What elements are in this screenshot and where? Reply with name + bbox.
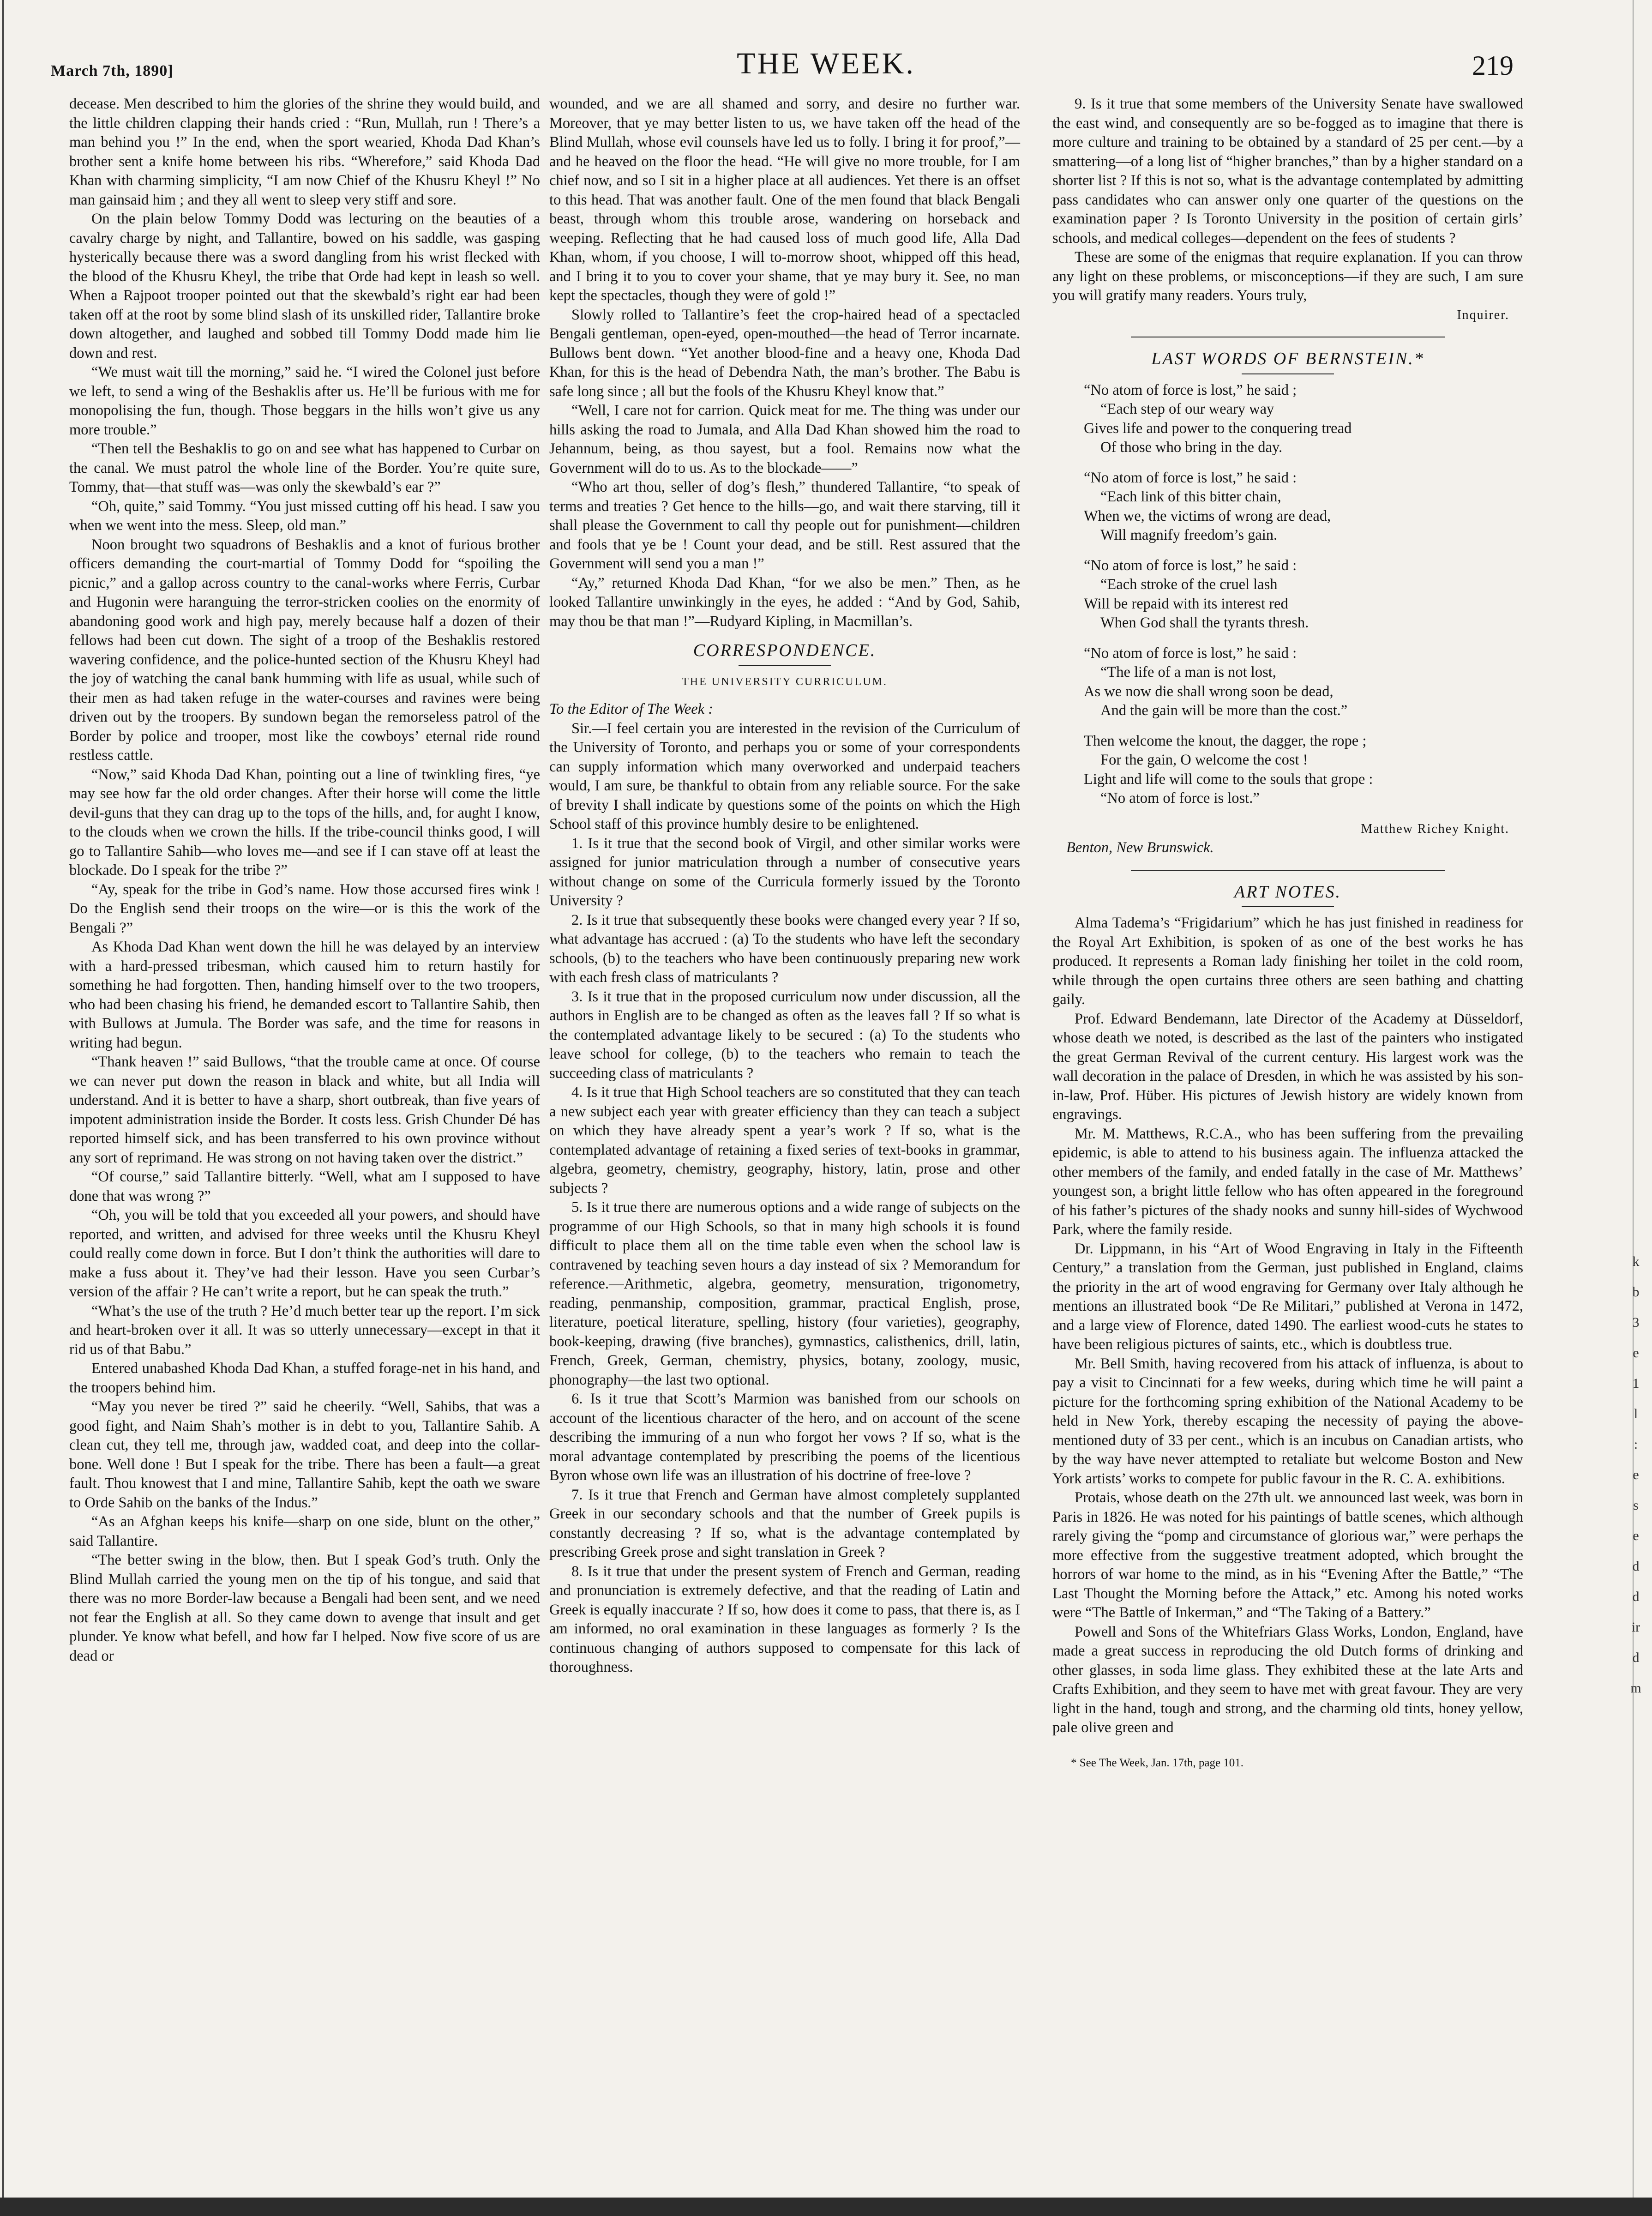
poem-stanza bbox=[1062, 469, 1523, 545]
section-rule bbox=[1131, 870, 1445, 871]
art-note-paragraph: Powell and Sons of the Whitefriars Glass Works, London, England, have made a great success in reproducing the old Dutch forms of drinking and other glasses, in soda lime glass. They exhibited these at the late Arts and Crafts Exhibition, and they seem to have met with great favour. They are very light in the hand, tough and strong, and the charming old tints, honey yellow, pale olive green and bbox=[1052, 1623, 1523, 1736]
edge-mark: e bbox=[1633, 1528, 1639, 1543]
scan-bottom-edge bbox=[0, 2198, 1652, 2216]
poem-title: LAST WORDS OF BERNSTEIN.* bbox=[1151, 349, 1424, 368]
story-paragraph: “Then tell the Beshaklis to go on and see what has happened to Curbar on the canal. We must patrol the whole line of the Border. You’re quite sure, Tommy, that—that stuff was—was only the skewbald’s ear ?” bbox=[69, 440, 540, 495]
poem-line: Of those who bring in the day. bbox=[1100, 439, 1283, 456]
story-paragraph: “We must wait till the morning,” said he. “I wired the Colonel just before we left, to send a wing of the Beshaklis after us. He’ll be furious with me for monopolising the fun, though. Those beggars in the hills won’t give us any more trouble.” bbox=[69, 364, 540, 438]
poem-author: Matthew Richey Knight. bbox=[1361, 821, 1509, 836]
art-note-paragraph: Alma Tadema’s “Frigidarium” which he has just finished in readiness for the Royal Art Exhibition, is spoken of as one of the best works he has produced. It represents a Roman lady finishing her toilet in the cold room, while through the open curtains three others are seen bathing and chatting gaily. bbox=[1052, 915, 1523, 1008]
heading-rule bbox=[1242, 906, 1334, 907]
letter-paragraph: 5. Is it true there are numerous options and a wide range of subjects on the programme of our High Schools, so that in many high schools it is found difficult to place them all on the time table even when the school law is contravened by teaching seven hours a day instead of six ? Memorandum for reference.—Arithmetic, algebra, geometry, mensuration, trigonometry, reading, penmanship, composition, grammar, practical English, prose, literature, poetical literature, spelling, history (four varieties), geography, book-keeping, drawing (five branches), gymnastics, calisthenics, drill, latin, French, Greek, German, chemistry, physics, botany, zoology, music, phonography—the last two optional. bbox=[549, 1199, 1020, 1388]
poem-line: “Each stroke of the cruel lash bbox=[1100, 576, 1278, 593]
edge-mark: b bbox=[1632, 1284, 1640, 1300]
poem-line: When we, the victims of wrong are dead, bbox=[1084, 507, 1331, 524]
letter-paragraph: 6. Is it true that Scott’s Marmion was banished from our schools on account of the licentious character of the hero, and on account of the scene describing the immuring of a nun who forgot her vows ? If so, what is the moral advantage contemplated by prescribing the poems of the licentious Byron whose own life was an illustration of his doctrine of free-love ? bbox=[549, 1391, 1020, 1484]
heading-rule bbox=[1242, 373, 1334, 374]
poem-line: “No atom of force is lost,” he said ; bbox=[1084, 381, 1297, 398]
edge-mark: d bbox=[1632, 1559, 1640, 1574]
story-paragraph: “Oh, you will be told that you exceeded all your powers, and should have reported, and written, and advised for three weeks until the Khusru Kheyl could really come down in force. But I don’t think the authorities will dare to make a fuss about it. They’ve had their lesson. Have you seen Curbar’s version of the affair ? He can’t write a report, but he can speak the truth.” bbox=[69, 1207, 540, 1300]
art-note-paragraph: Prof. Edward Bendemann, late Director of the Academy at Düsseldorf, whose death we noted, is described as the last of the painters who instigated the great German Revival of the current century. His largest work was the wall decoration in the palace of Dresden, in which he was assisted by his son-in-law, Prof. Hüber. His pictures of Jewish history are widely known from engravings. bbox=[1052, 1010, 1523, 1123]
poem-line: Gives life and power to the conquering tread bbox=[1084, 420, 1352, 437]
story-paragraph: decease. Men described to him the glories of the shrine they would build, and the little children clapping their hands cried : “Run, Mullah, run ! There’s a man behind you !” In the end, when the sport wearied, Khoda Dad Khan’s brother sent a knife home between his ribs. “Wherefore,” said Khoda Dad Khan with charming simplicity, “I am now Chief of the Khusru Kheyl !” No man gainsaid him ; and they all went to sleep very stiff and sore. bbox=[69, 96, 540, 208]
poem-line: “No atom of force is lost.” bbox=[1100, 790, 1260, 807]
poem-line: As we now die shall wrong soon be dead, bbox=[1084, 683, 1334, 700]
art-note-paragraph: Protais, whose death on the 27th ult. we announced last week, was born in Paris in 1826. He was noted for his paintings of battle scenes, which although rarely giving the “pomp and circumstance of glorious war,” were perhaps the more effective from the suggestive treatment adopted, which brought the horrors of war home to the mind, as in his “Evening After the Battle,” “The Last Thought the Morning before the Attack,” etc. Among his noted works were “The Battle of Inkerman,” and “The Taking of a Battery.” bbox=[1052, 1489, 1523, 1621]
issue-date: March 7th, 1890] bbox=[51, 62, 174, 79]
correspondence-subheading: THE UNIVERSITY CURRICULUM. bbox=[682, 675, 888, 688]
poem-line: “No atom of force is lost,” he said : bbox=[1084, 557, 1297, 574]
story-paragraph: Entered unabashed Khoda Dad Khan, a stuffed forage-net in his hand, and the troopers behind him. bbox=[69, 1360, 540, 1396]
story-paragraph: Slowly rolled to Tallantire’s feet the crop-haired head of a spectacled Bengali gentleman, open-eyed, open-mouthed—the head of Terror incarnate. Bullows bent down. “Yet another blood-fine and a heavy one, Khoda Dad Khan, for this is the head of Debendra Nath, the man’s brother. The Babu is safe long since ; all but the fools of the Khusru Kheyl know that.” bbox=[549, 306, 1020, 400]
poem-line: Will be repaid with its interest red bbox=[1084, 595, 1288, 612]
poem-line: “No atom of force is lost,” he said : bbox=[1084, 644, 1297, 662]
letter-paragraph: These are some of the enigmas that require explanation. If you can throw any light on these problems, or misconceptions—if they are such, I am sure you will gratify many readers. Yours truly, bbox=[1052, 249, 1523, 304]
story-paragraph: “As an Afghan keeps his knife—sharp on one side, blunt on the other,” said Tallantire. bbox=[69, 1513, 540, 1549]
poem-stanza bbox=[1062, 732, 1523, 808]
art-note-paragraph: Mr. Bell Smith, having recovered from his attack of influenza, is about to pay a visit to Cincinnati for a few weeks, during which time he will paint a picture for the forthcoming spring exhibition of the National Academy to be held in New York, thereby escaping the necessity of paying the above-mentioned duty of 33 per cent., which is an incubus on Canadian artists, who by the way have never attempted to retaliate but welcome Boston and New York artists’ works to compete for public favour in the R. C. A. exhibitions. bbox=[1052, 1355, 1523, 1487]
poem-line: Light and life will come to the souls that grope : bbox=[1084, 771, 1373, 788]
story-paragraph: “Of course,” said Tallantire bitterly. “Well, what am I supposed to have done that was wrong ?” bbox=[69, 1168, 540, 1204]
edge-mark: : bbox=[1634, 1437, 1638, 1452]
right-binding-edge bbox=[1633, 0, 1634, 2216]
letter-paragraph: 2. Is it true that subsequently these books were changed every year ? If so, what advantage has accrued : (a) To the students who have left the secondary schools, (b) to the teachers who have been continuously preparing new work with each fresh class of matriculants ? bbox=[549, 911, 1020, 986]
poem-place: Benton, New Brunswick. bbox=[1066, 839, 1214, 856]
art-note-paragraph: Mr. M. Matthews, R.C.A., who has been suffering from the prevailing epidemic, is able to attend to his business again. The influenza attacked the other members of the family, and ended fatally in the case of Mr. Matthews’ youngest son, a bright little fellow who has often appeared in the foreground of his father’s pictures of the shady nooks and sunny hill-sides of Wychwood Park, where the family reside. bbox=[1052, 1125, 1523, 1238]
poem-line: “Each link of this bitter chain, bbox=[1100, 488, 1281, 505]
edge-mark: s bbox=[1633, 1498, 1639, 1513]
poem-line: “No atom of force is lost,” he said : bbox=[1084, 469, 1297, 486]
edge-mark: 3 bbox=[1632, 1315, 1640, 1330]
column-3 bbox=[1052, 95, 1523, 1772]
page-number: 219 bbox=[1472, 50, 1514, 81]
poem-stanza bbox=[1062, 556, 1523, 633]
edge-mark: ir bbox=[1631, 1620, 1640, 1635]
letter-paragraph: 4. Is it true that High School teachers are so constituted that they can teach a new subject each year with greater efficiency than they can teach a subject on which they have already spent a year’s work ? If so, what is the contemplated advantage of retaining a fixed series of text-books in grammar, algebra, geometry, chemistry, geography, history, latin, prose and other subjects ? bbox=[549, 1084, 1020, 1197]
heading-rule bbox=[739, 665, 831, 666]
letter-signature: Inquirer. bbox=[1457, 307, 1509, 322]
poem-line: “Each step of our weary way bbox=[1100, 401, 1274, 417]
poem-line: And the gain will be more than the cost.” bbox=[1100, 702, 1348, 719]
edge-mark: d bbox=[1632, 1650, 1640, 1665]
column-2 bbox=[549, 95, 1020, 1677]
story-paragraph: “Oh, quite,” said Tommy. “You just missed cutting off his head. I saw you when we went into the mess. Sleep, old man.” bbox=[69, 498, 540, 534]
story-paragraph: “Well, I care not for carrion. Quick meat for me. The thing was under our hills asking the road to Jumala, and Alla Dad Khan showed him the road to Jehannum, being, as thou sayest, but a fool. Remains now what the Government will do to us. As to the blockade——” bbox=[549, 402, 1020, 476]
story-paragraph: As Khoda Dad Khan went down the hill he was delayed by an interview with a hard-pressed tribesman, which caused him to return hastily for something he had forgotten. Then, handing himself over to the two troopers, who had been chasing his friend, he demanded escort to Tallantire Sahib, then with Bullows at Jumula. The Border was safe, and the time for reasons in writing had begun. bbox=[69, 939, 540, 1051]
letter-paragraph: 3. Is it true that in the proposed curriculum now under discussion, all the authors in English are to be changed as often as the leaves fall ? If so what is the contemplated advantage likely to be secured : (a) To the students who leave school for college, (b) to the teachers who remain to teach the succeeding class of matriculants ? bbox=[549, 988, 1020, 1082]
story-paragraph: “Now,” said Khoda Dad Khan, pointing out a line of twinkling fires, “ye may see how far the old order changes. After their horse will come the little devil-guns that they can drag up to the tops of the hills, and, for aught I know, to the clouds when we crown the hills. If the tribe-council thinks good, I will go to Tallantire Sahib—who loves me—and see if I can stave off at least the blockade. Do I speak for the tribe ?” bbox=[69, 766, 540, 879]
story-paragraph: “Thank heaven !” said Bullows, “that the trouble came at once. Of course we can never put down the reason in black and white, but all India will understand. And it is better to have a sharp, short outbreak, than five years of impotent administration inside the Border. It costs less. Grish Chunder Dé has reported himself sick, and has been transferred to his own province without any sort of reprimand. He was strong on not having taken over the district.” bbox=[69, 1054, 540, 1166]
correspondence-heading: CORRESPONDENCE. bbox=[693, 641, 877, 660]
letter-paragraph: 1. Is it true that the second book of Virgil, and other similar works were assigned for junior matriculation through a number of consecutive years without change on some of the Curricula formerly issued by the Toronto University ? bbox=[549, 835, 1020, 909]
poem-body bbox=[1062, 381, 1523, 808]
edge-mark: 1 bbox=[1632, 1376, 1640, 1391]
poem-line: When God shall the tyrants thresh. bbox=[1100, 614, 1309, 631]
story-paragraph: “The better swing in the blow, then. But I speak God’s truth. Only the Blind Mullah carried the young men on the tip of his tongue, and said that there was no more Border-law because a Bengali had been sent, and we need not fear the English at all. So they came down to avenge that insult and get plunder. Ye know what befell, and how far I helped. Now five score of us are dead or bbox=[69, 1552, 540, 1664]
margin-bleed-marks bbox=[1622, 1246, 1650, 1704]
story-paragraph: wounded, and we are all shamed and sorry, and desire no further war. Moreover, that ye may better listen to us, we have taken off the head of the Blind Mullah, whose evil counsels have led us to folly. I bring it for proof,”—and he heaved on the floor the head. “He will give no more trouble, for I am chief now, and so I sit in a higher place at all audiences. Yet there is an offset to this head. That was another fault. One of the men found that black Bengali beast, through whom this trouble arose, wandering on horseback and weeping. Reflecting that he had caused loss of much good life, Alla Dad Khan, whom, if you choose, I will to-morrow shoot, whipped off this head, and I bring it to you to cover your shame, that ye may bury it. See, no man kept the spectacles, though they were of gold !” bbox=[549, 96, 1020, 304]
story-paragraph: Noon brought two squadrons of Beshaklis and a knot of furious brother officers demanding the court-martial of Tommy Dodd for “spoiling the picnic,” and a gallop across country to the canal-works where Ferris, Curbar and Hugonin were haranguing the terror-stricken coolies on the enormity of abandoning good work and high pay, merely because half a dozen of their fellows had been cut down. The sight of a troop of the Beshaklis restored wavering confidence, and the police-hunted section of the Khusru Kheyl had the joy of watching the canal bank humming with life as usual, while such of their men as had taken refuge in the water-courses and ravines were being driven out by the troopers. By sundown began the remorseless patrol of the Border by police and trooper, most like the cowboys’ eternal ride round restless cattle. bbox=[69, 536, 540, 764]
edge-mark: e bbox=[1633, 1467, 1639, 1482]
edge-mark: l bbox=[1634, 1406, 1638, 1421]
letter-paragraph: 9. Is it true that some members of the University Senate have swallowed the east wind, and consequently are so be-fogged as to imagine that there is more culture and training to be obtained by a standard of 25 per cent.—by a smattering—of a long list of “higher branches,” than by a higher standard on a shorter list ? If this is not so, what is the advantage contemplated by admitting pass candidates who can answer only one quarter of the questions on the examination paper ? Is Toronto University in the position of certain girls’ schools, and medical colleges—dependent on the fees of students ? bbox=[1052, 96, 1523, 247]
edge-mark: k bbox=[1632, 1254, 1640, 1269]
story-paragraph: “What’s the use of the truth ? He’d much better tear up the report. I’m sick and heart-broken over it all. It was so utterly unnecessary—except in that it rid us of that Babu.” bbox=[69, 1302, 540, 1358]
edge-mark: e bbox=[1633, 1345, 1639, 1361]
left-binding-edge bbox=[2, 0, 4, 2216]
art-notes-heading: ART NOTES. bbox=[1234, 882, 1341, 902]
letter-paragraph: 7. Is it true that French and German have almost completely supplanted Greek in our secondary schools and that the number of Greek pupils is constantly decreasing ? If so, what is the advantage contemplated by prescribing Greek prose and sight translation in Greek ? bbox=[549, 1486, 1020, 1560]
story-paragraph: On the plain below Tommy Dodd was lecturing on the beauties of a cavalry charge by night, and Tallantire, bowed on his saddle, was gasping hysterically because there was a sword dangling from his wrist flecked with the blood of the Khusru Kheyl, the tribe that Orde had kept in leash so well. When a Rajpoot trooper pointed out that the skewbald’s right ear had been taken off at the root by some blind slash of its unskilled rider, Tallantire broke down altogether, and laughed and sobbed till Tommy Dodd made him lie down and rest. bbox=[69, 211, 540, 361]
letter-paragraph: 8. Is it true that under the present system of French and German, reading and pronunciation is extremely defective, and that the reading of Latin and Greek is equally inaccurate ? If so, how does it come to pass, that there is, as I am informed, no oral examination in these languages as formerly ? Is the continuous changing of authors supposed to compensate for this lack of thoroughness. bbox=[549, 1563, 1020, 1675]
poem-stanza bbox=[1062, 381, 1523, 458]
story-paragraph: “Who art thou, seller of dog’s flesh,” thundered Tallantire, “to speak of terms and treaties ? Get hence to the hills—go, and wait there starving, till it shall please the Government to call thy people out for punishment—children and fools that ye be ! Count your dead, and be still. Rest assured that the Government will send you a man !” bbox=[549, 479, 1020, 572]
column-1 bbox=[69, 95, 540, 1666]
to-editor-line: To the Editor of The Week : bbox=[549, 701, 714, 717]
story-paragraph: “Ay,” returned Khoda Dad Khan, “for we also be men.” Then, as he looked Tallantire unwinkingly in the eyes, he added : “And by God, Sahib, may thou be that man !”—Rudyard Kipling, in Macmillan’s. bbox=[549, 574, 1020, 630]
poem-stanza bbox=[1062, 644, 1523, 721]
letter-paragraph: Sir.—I feel certain you are interested in the revision of the Curriculum of the University of Toronto, and perhaps you or some of your correspondents can supply information which many overworked and underpaid teachers would, I am sure, be thankful to obtain from any reliable source. For the sake of brevity I shall indicate by questions some of the points on which the High School staff of this province humbly desire to be enlightened. bbox=[549, 720, 1020, 832]
poem-line: Will magnify freedom’s gain. bbox=[1100, 527, 1278, 543]
story-paragraph: “May you never be tired ?” said he cheerily. “Well, Sahibs, that was a good fight, and Naim Shah’s mother is in debt to you, Tallantire Sahib. A clean cut, they tell me, through jaw, wadded coat, and deep into the collar-bone. Well done ! But I speak for the tribe. There has been a fault—a great fault. Thou knowest that I and mine, Tallantire Sahib, kept the oath we sware to Orde Sahib on the banks of the Indus.” bbox=[69, 1398, 540, 1511]
edge-mark: d bbox=[1632, 1589, 1640, 1604]
edge-mark: m bbox=[1630, 1680, 1641, 1696]
story-paragraph: “Ay, speak for the tribe in God’s name. How those accursed fires wink ! Do the English send their troops on the wire—or is this the work of the Bengali ?” bbox=[69, 881, 540, 936]
poem-line: “The life of a man is not lost, bbox=[1100, 664, 1276, 680]
publication-title: THE WEEK. bbox=[737, 47, 915, 80]
footnote: * See The Week, Jan. 17th, page 101. bbox=[1071, 1756, 1244, 1769]
poem-line: For the gain, O welcome the cost ! bbox=[1100, 752, 1308, 768]
art-note-paragraph: Dr. Lippmann, in his “Art of Wood Engraving in Italy in the Fifteenth Century,” a translation from the German, just published in England, claims the priority in the art of wood engraving for Germany over Italy although he mentions an illustrated book “De Re Militari,” published at Verona in 1472, and a large view of Florence, dated 1490. The earliest wood-cuts he states to have been religious pictures of saints, etc., which is doubtless true. bbox=[1052, 1240, 1523, 1353]
masthead bbox=[0, 46, 1652, 88]
poem-line: Then welcome the knout, the dagger, the rope ; bbox=[1084, 732, 1367, 749]
